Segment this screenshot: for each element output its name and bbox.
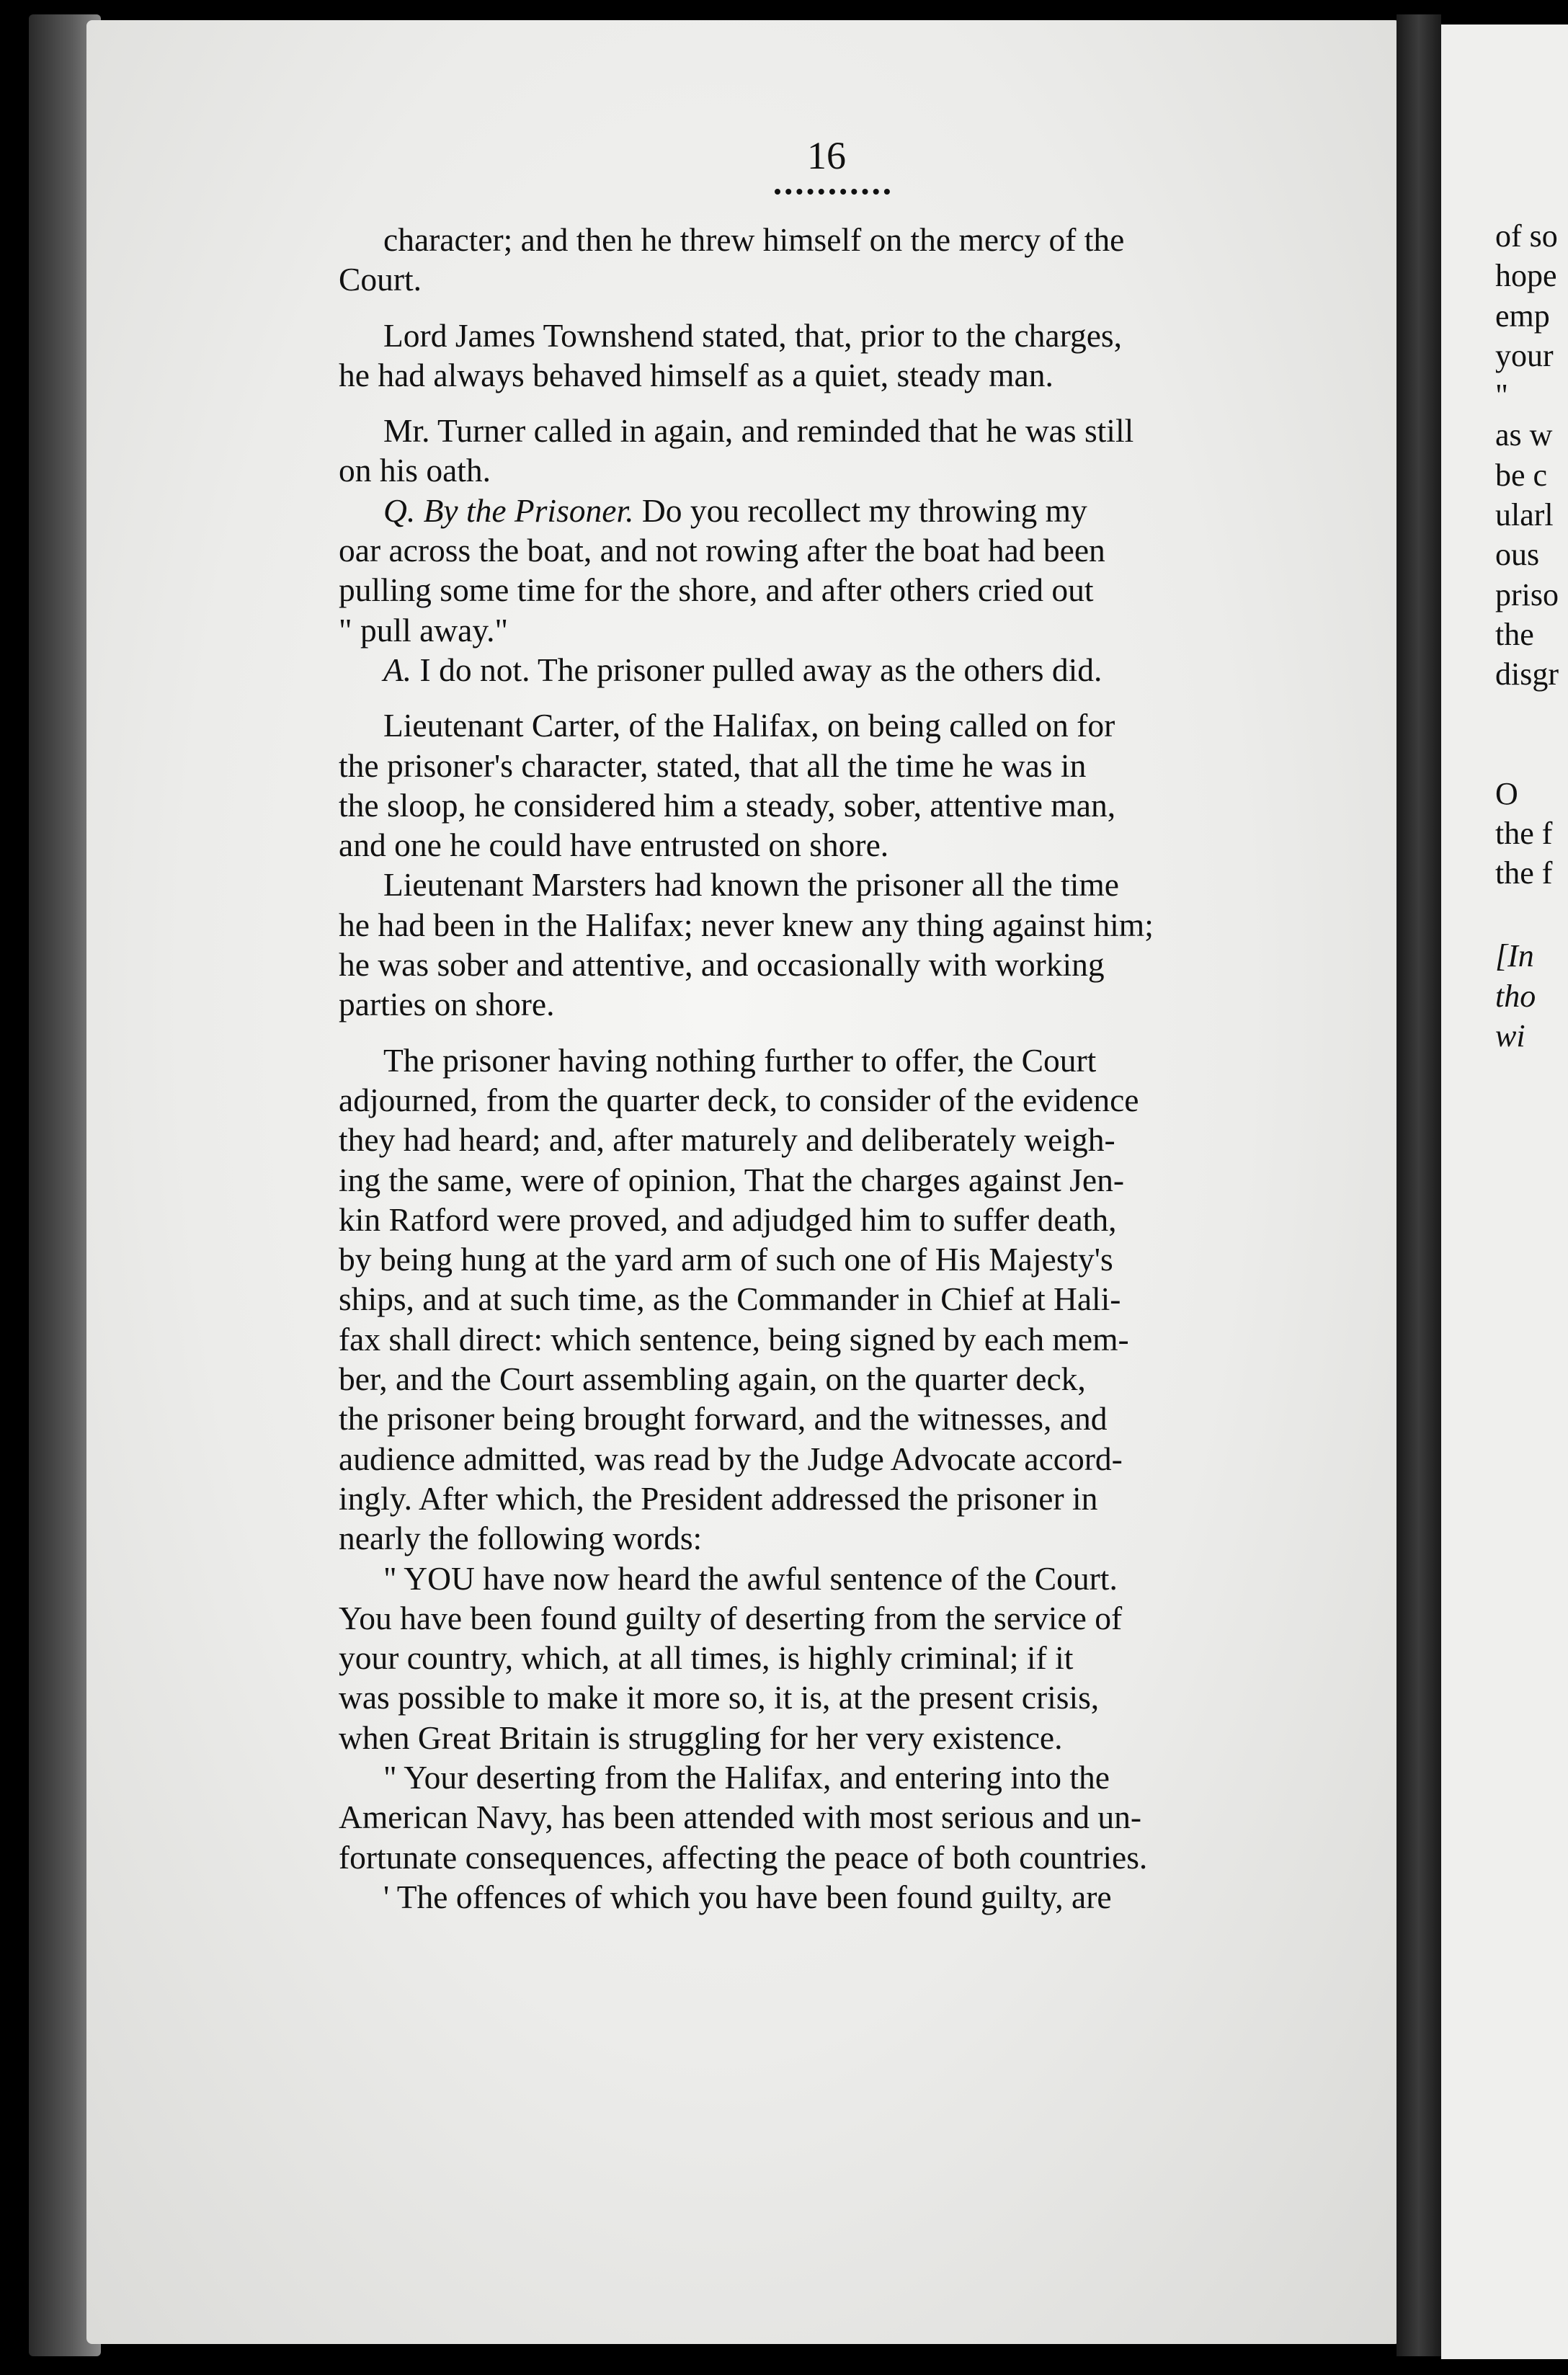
- text-line: [339, 785, 1319, 825]
- text-line: [339, 259, 1319, 299]
- header-dotted-rule: [775, 189, 890, 195]
- text-line: [339, 220, 1319, 259]
- text-line: [339, 316, 1319, 355]
- text-line: [339, 1041, 1319, 1080]
- line-text: audience admitted, was read by the Judge Advocate accord-: [339, 1440, 1123, 1477]
- text-line: [339, 945, 1319, 984]
- line-text: parties on shore.: [339, 986, 555, 1023]
- facing-page-line: the f: [1495, 855, 1553, 891]
- facing-page-line: ous: [1495, 537, 1540, 573]
- line-text: Lieutenant Marsters had known the prisoner all the time: [383, 866, 1119, 904]
- line-text: by being hung at the yard arm of such one of His Majesty's: [339, 1241, 1113, 1278]
- line-text: when Great Britain is struggling for her very existence.: [339, 1719, 1063, 1756]
- line-text: The prisoner having nothing further to offer, the Court: [383, 1041, 1097, 1079]
- text-line: [339, 1359, 1319, 1399]
- facing-page-line: hope: [1495, 258, 1557, 294]
- dialogue-label: A.: [383, 651, 412, 688]
- facing-page-line: your: [1495, 337, 1554, 373]
- line-text: the sloop, he considered him a steady, sober, attentive man,: [339, 786, 1116, 824]
- text-line: [339, 411, 1319, 450]
- line-text: he had been in the Halifax; never knew any thing against him;: [339, 906, 1154, 943]
- facing-page-line: priso: [1495, 576, 1559, 612]
- text-line: [339, 1200, 1319, 1239]
- book-gutter: [1396, 14, 1441, 2356]
- line-text: they had heard; and, after maturely and deliberately weigh-: [339, 1121, 1115, 1159]
- text-line: [339, 1797, 1319, 1837]
- text-line: [339, 1518, 1319, 1558]
- line-text: You have been found guilty of deserting from the service of: [339, 1599, 1123, 1636]
- text-line: [339, 1559, 1319, 1598]
- line-text: he had always behaved himself as a quiet, steady man.: [339, 356, 1054, 393]
- facing-page-line: wi: [1495, 1018, 1525, 1054]
- facing-page-text-fragment: [1495, 216, 1568, 1056]
- text-line: [339, 1120, 1319, 1159]
- page-number: 16: [807, 134, 846, 177]
- line-text: nearly the following words:: [339, 1520, 703, 1557]
- dialogue-label: Q. By the Prisoner.: [383, 491, 634, 529]
- line-text: kin Ratford were proved, and adjudged him to suffer death,: [339, 1200, 1117, 1238]
- line-text: fax shall direct: which sentence, being signed by each mem-: [339, 1320, 1129, 1358]
- text-line: [339, 1837, 1319, 1877]
- line-text: Lieutenant Carter, of the Halifax, on being called on for: [383, 707, 1115, 744]
- facing-page-line: the: [1495, 616, 1534, 652]
- facing-page-line: of so: [1495, 218, 1558, 254]
- line-text: the prisoner's character, stated, that all the time he was in: [339, 747, 1087, 784]
- text-line: [339, 1638, 1319, 1677]
- line-text: American Navy, has been attended with most serious and un-: [339, 1799, 1142, 1836]
- line-text: your country, which, at all times, is highly criminal; if it: [339, 1639, 1074, 1677]
- text-line: [339, 450, 1319, 490]
- facing-page-line: ularl: [1495, 497, 1554, 533]
- line-text: " pull away.": [339, 611, 509, 649]
- text-line: [339, 491, 1319, 530]
- text-line: [339, 1239, 1319, 1279]
- facing-page-line: disgr: [1495, 656, 1559, 692]
- text-line: [339, 355, 1319, 395]
- facing-page-line: emp: [1495, 298, 1550, 334]
- line-text: ships, and at such time, as the Commander in Chief at Hali-: [339, 1280, 1121, 1318]
- line-text: pulling some time for the shore, and after others cried out: [339, 571, 1094, 609]
- text-line: [339, 1718, 1319, 1757]
- text-line: [339, 1757, 1319, 1797]
- line-text: Do you recollect my throwing my: [641, 491, 1087, 529]
- facing-page-line: tho: [1495, 978, 1536, 1014]
- line-text: oar across the boat, and not rowing after the boat had been: [339, 532, 1105, 569]
- line-text: character; and then he threw himself on the mercy of the: [383, 221, 1125, 258]
- line-text: adjourned, from the quarter deck, to consider of the evidence: [339, 1081, 1139, 1118]
- text-line: [339, 905, 1319, 945]
- text-line: [339, 1598, 1319, 1638]
- facing-page-line: [In: [1495, 938, 1534, 974]
- line-text: Mr. Turner called in again, and reminded that he was still: [383, 412, 1134, 450]
- text-line: [339, 530, 1319, 570]
- facing-page-line: ": [1495, 378, 1508, 414]
- line-text: " YOU have now heard the awful sentence of the Court.: [383, 1559, 1118, 1597]
- line-text: the prisoner being brought forward, and the witnesses, and: [339, 1400, 1108, 1438]
- line-text: he was sober and attentive, and occasionally with working: [339, 946, 1105, 984]
- line-text: fortunate consequences, affecting the peace of both countries.: [339, 1838, 1148, 1876]
- facing-page-line: be c: [1495, 457, 1548, 493]
- line-text: on his oath.: [339, 452, 491, 489]
- text-line: [339, 1319, 1319, 1359]
- text-line: [339, 825, 1319, 865]
- text-line: [339, 1677, 1319, 1717]
- text-line: [339, 1877, 1319, 1917]
- line-text: ber, and the Court assembling again, on the quarter deck,: [339, 1360, 1086, 1398]
- line-text: Lord James Townshend stated, that, prior to the charges,: [383, 316, 1122, 354]
- text-line: [339, 1439, 1319, 1479]
- line-text: " Your deserting from the Halifax, and entering into the: [383, 1758, 1110, 1796]
- text-line: [339, 746, 1319, 785]
- line-text: and one he could have entrusted on shore.: [339, 826, 889, 864]
- text-line: [339, 1479, 1319, 1518]
- facing-page-line: as w: [1495, 417, 1553, 453]
- text-line: [339, 1160, 1319, 1200]
- line-text: ingly. After which, the President addressed the prisoner in: [339, 1479, 1098, 1517]
- line-text: Court.: [339, 261, 422, 298]
- text-line: [339, 984, 1319, 1024]
- facing-page-line: O: [1495, 775, 1518, 811]
- facing-page-line: the f: [1495, 815, 1553, 851]
- line-text: ing the same, were of opinion, That the charges against Jen-: [339, 1161, 1125, 1198]
- text-line: [339, 650, 1319, 690]
- line-text: I do not. The prisoner pulled away as the others did.: [419, 651, 1102, 688]
- text-line: [339, 1279, 1319, 1319]
- text-line: [339, 865, 1319, 904]
- text-line: [339, 610, 1319, 650]
- text-line: [339, 570, 1319, 610]
- text-line: [339, 1080, 1319, 1120]
- line-text: ' The offences of which you have been found guilty, are: [383, 1878, 1112, 1915]
- line-text: was possible to make it more so, it is, at the present crisis,: [339, 1679, 1100, 1716]
- text-line: [339, 1399, 1319, 1438]
- page-body-text: [339, 220, 1319, 1917]
- text-line: [339, 705, 1319, 745]
